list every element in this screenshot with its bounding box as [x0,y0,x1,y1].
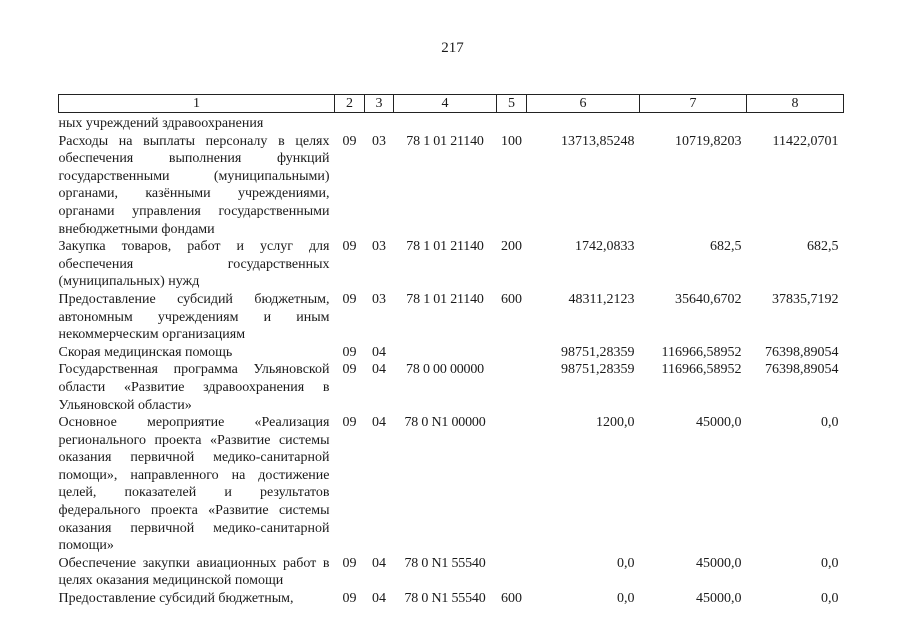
row-section: 09 [342,133,357,149]
table-row [59,113,844,133]
row-subsection: 03 [372,239,386,255]
row-target-code [394,113,497,133]
row-target-code: 78 1 01 21140 [406,239,484,255]
row-subsection: 04 [372,415,386,431]
row-amount-col7: 116966,58952 [661,362,742,378]
row-amount-col6: 48311,2123 [568,291,635,307]
row-expense-type [497,414,527,555]
row-subsection: 04 [372,555,386,571]
row-expense-type: 600 [501,291,522,307]
row-expense-type: 100 [501,133,522,149]
budget-table [58,94,844,608]
row-target-code: 78 0 N1 55540 [404,591,486,607]
header-cell: 3 [365,95,394,113]
row-expense-type [497,113,527,133]
row-amount-col6: 98751,28359 [561,344,635,360]
row-subsection: 04 [372,362,386,378]
row-target-code [394,344,497,362]
row-description: Обеспечение закупки авиационных работ в целях оказания медицинской помощи [58,555,330,589]
row-amount-col8: 37835,7192 [772,291,839,307]
row-amount-col8: 0,0 [821,415,839,431]
row-subsection: 04 [372,344,386,360]
row-description: Предоставление субсидий бюджетным, [58,591,294,607]
row-expense-type [497,555,527,590]
row-description: Закупка товаров, работ и услуг для обеспечения государственных (муниципальных) нужд [58,239,330,290]
row-amount-col7 [640,113,747,133]
row-target-code: 78 1 01 21140 [406,133,484,149]
header-cell: 4 [394,95,497,113]
row-amount-col8: 0,0 [821,555,839,571]
row-expense-type: 600 [501,591,522,607]
row-amount-col8: 0,0 [821,591,839,607]
header-cell: 5 [497,95,527,113]
row-amount-col8: 682,5 [807,239,839,255]
row-amount-col7: 45000,0 [696,415,742,431]
table-row [59,291,844,344]
row-description: Расходы на выплаты персоналу в целях обеспечения выполнения функций государственными (муниципальными) органами, казёнными учреждениями, органами управления государственными внебюджетными фондами [58,133,330,237]
table-row [59,133,844,239]
table-row [59,344,844,362]
header-cell: 7 [640,95,747,113]
row-amount-col7: 116966,58952 [661,344,742,360]
row-subsection: 03 [372,291,386,307]
row-amount-col8: 11422,0701 [772,133,839,149]
row-description: Предоставление субсидий бюджетным, автономным учреждениям и иным некоммерческим организациям [58,291,330,343]
row-section: 09 [342,291,357,307]
row-section: 09 [342,415,357,431]
row-subsection: 04 [372,591,386,607]
row-amount-col7: 10719,8203 [675,133,742,149]
row-amount-col6: 13713,85248 [561,133,635,149]
row-amount-col6: 98751,28359 [561,362,635,378]
row-amount-col7: 45000,0 [696,591,742,607]
page-number: 217 [441,40,464,56]
row-section: 09 [342,362,357,378]
row-amount-col8 [747,113,844,133]
row-expense-type [497,344,527,362]
row-section: 09 [342,591,357,607]
row-description: Государственная программа Ульяновской области «Развитие здравоохранения в Ульяновской области» [58,362,330,413]
row-amount-col8: 76398,89054 [765,362,839,378]
row-expense-type: 200 [501,239,522,255]
row-subsection: 03 [372,133,386,149]
table-row [59,414,844,555]
row-description: Скорая медицинская помощь [58,344,233,360]
header-cell: 1 [59,95,335,113]
row-section: 09 [342,239,357,255]
header-cell: 6 [527,95,640,113]
row-amount-col6: 0,0 [617,555,635,571]
header-cell: 2 [335,95,365,113]
table-body [59,113,844,608]
row-target-code: 78 0 N1 55540 [404,555,486,571]
row-expense-type [497,361,527,414]
row-section [335,113,365,133]
row-amount-col7: 35640,6702 [675,291,742,307]
table-header [59,95,844,113]
row-target-code: 78 0 N1 00000 [404,415,486,431]
table-row [59,590,844,608]
row-amount-col8: 76398,89054 [765,344,839,360]
row-amount-col7: 682,5 [710,239,742,255]
row-amount-col7: 45000,0 [696,555,742,571]
row-target-code: 78 1 01 21140 [406,291,484,307]
row-subsection [365,113,394,133]
row-amount-col6 [527,113,640,133]
row-description: ных учреждений здравоохранения [58,116,264,131]
table-row [59,555,844,590]
row-amount-col6: 0,0 [617,591,635,607]
table-row [59,238,844,291]
row-section: 09 [342,555,357,571]
row-section: 09 [342,344,357,360]
table-row [59,361,844,414]
header-cell: 8 [747,95,844,113]
row-amount-col6: 1742,0833 [575,239,635,255]
row-amount-col6: 1200,0 [596,415,635,431]
row-description: Основное мероприятие «Реализация регионального проекта «Развитие системы оказания первичной медико-санитарной помощи», направленного на достижение целей, показателей и результатов федерального проекта «Развитие системы оказания первичной медико-санитарной помощи» [58,415,330,554]
row-target-code: 78 0 00 00000 [406,362,484,378]
